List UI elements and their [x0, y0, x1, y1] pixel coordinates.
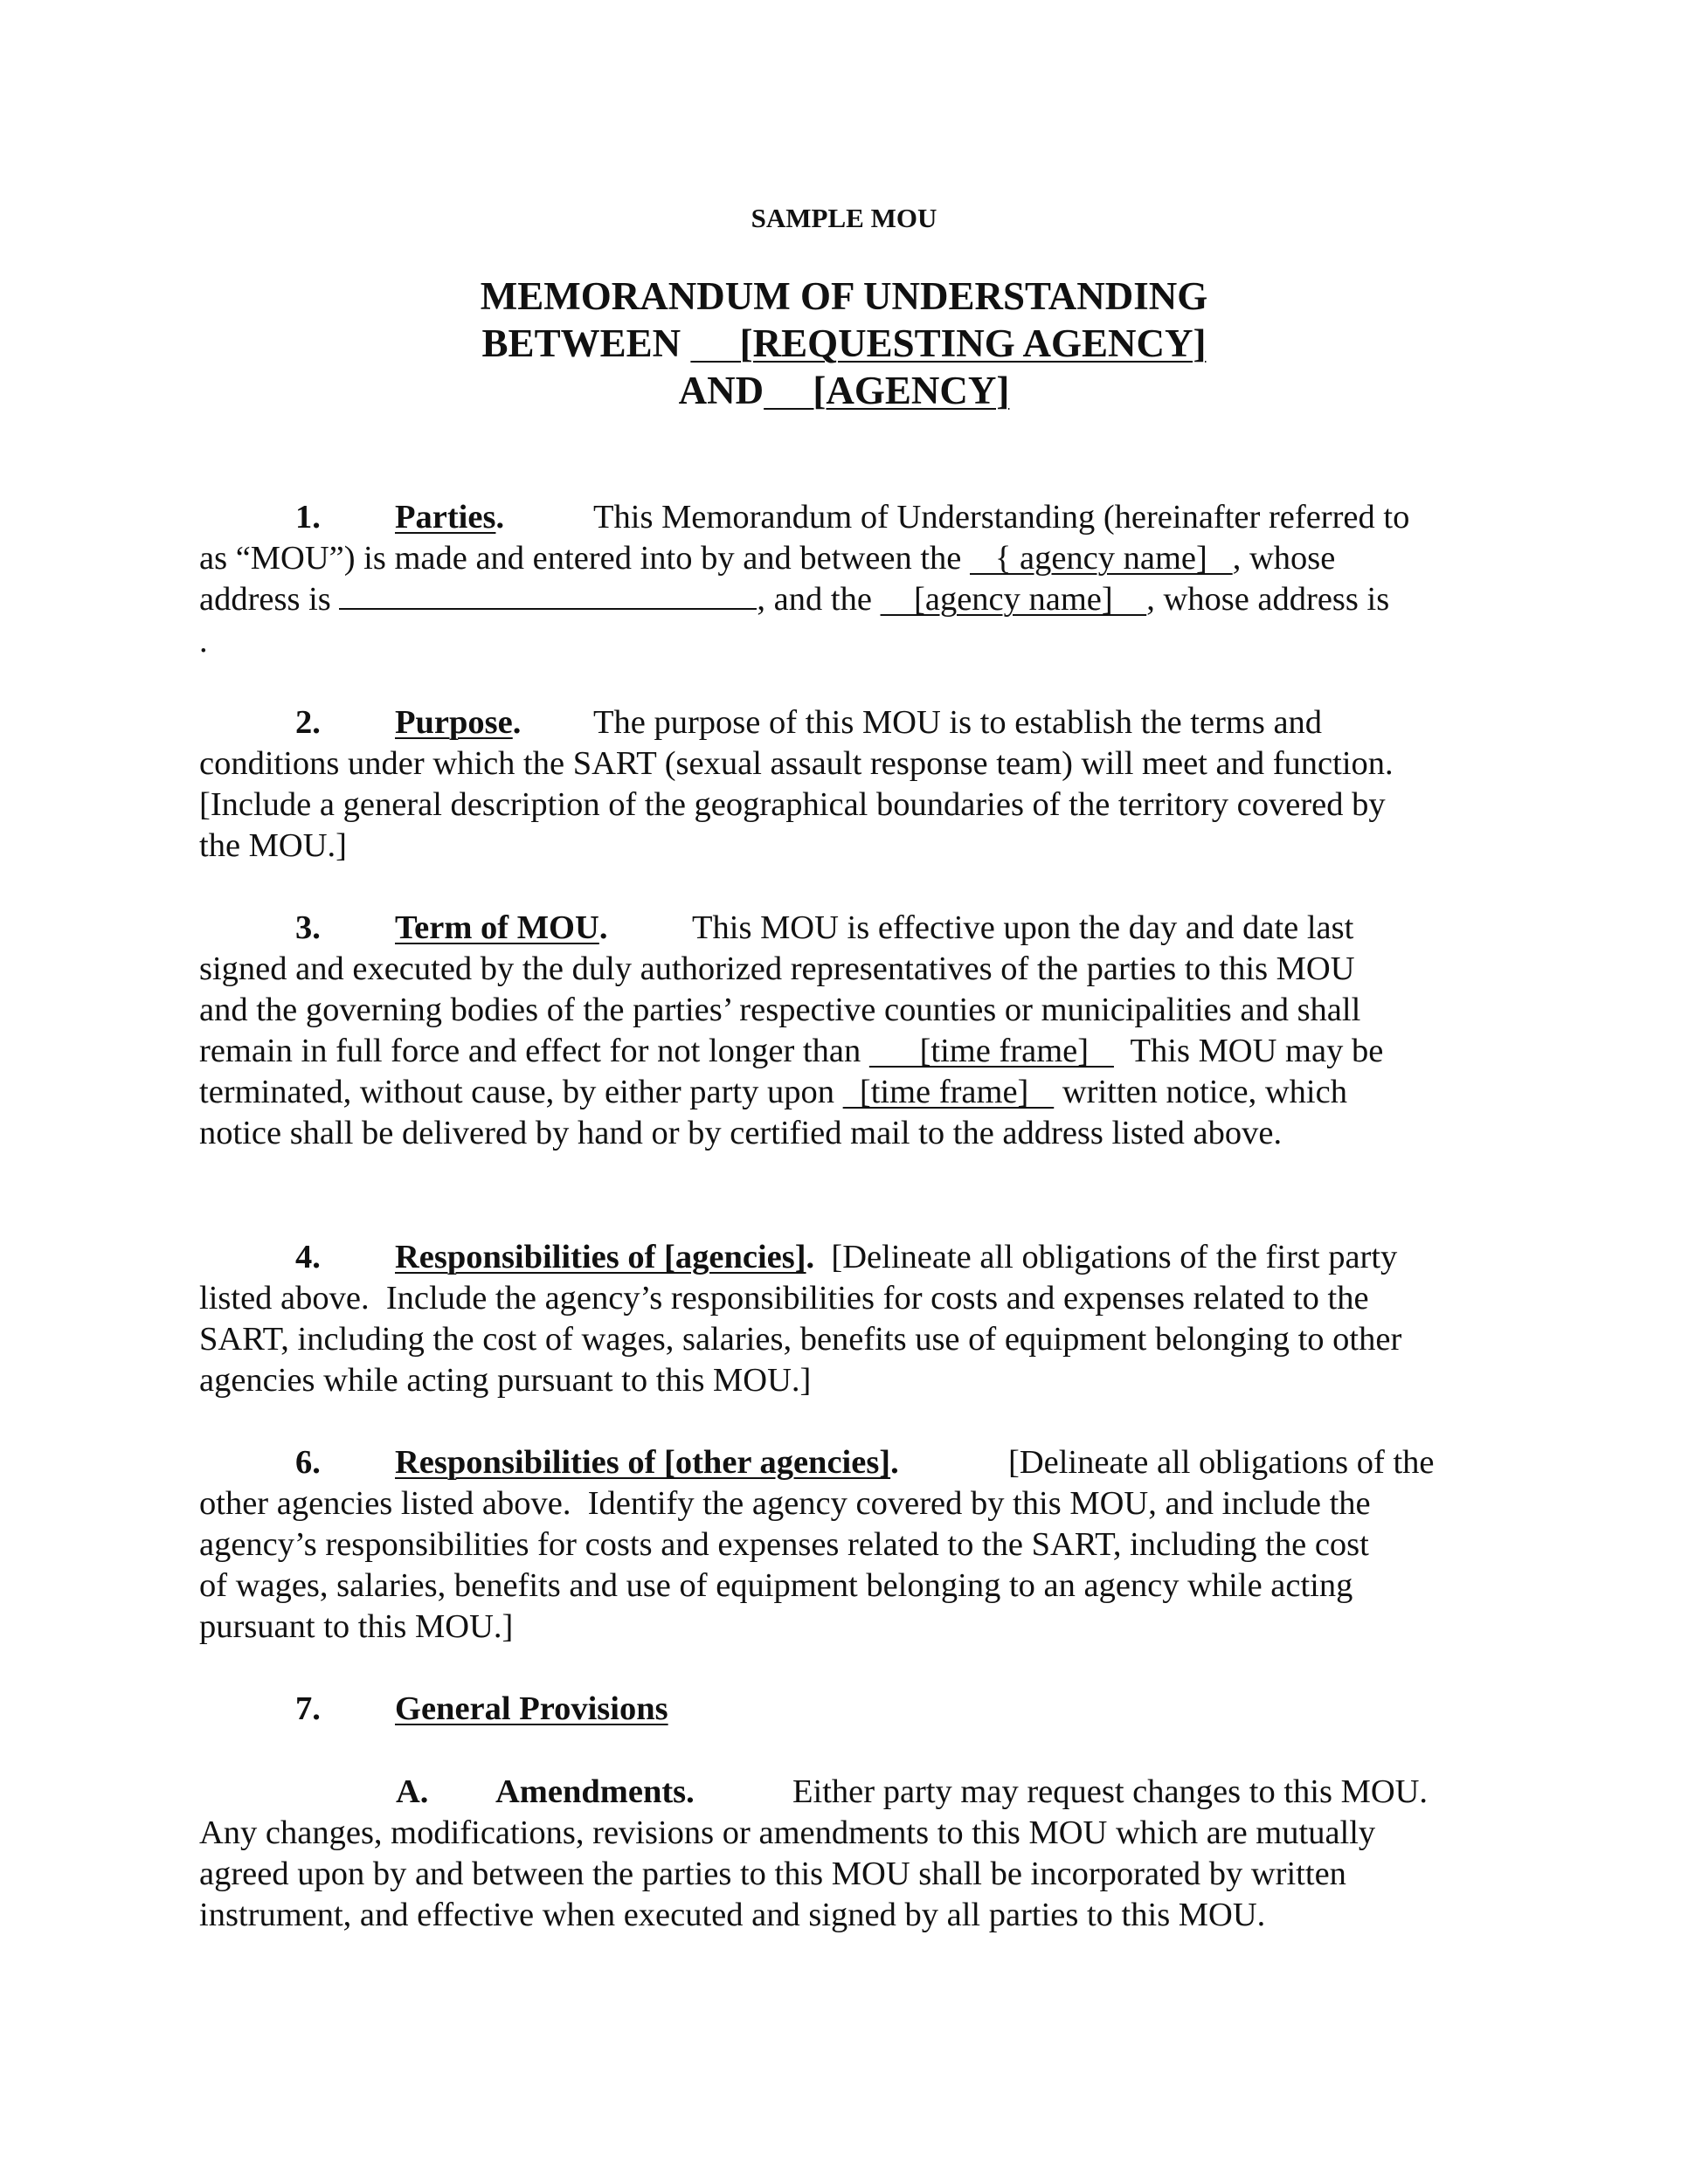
other-line-5: pursuant to this MOU.]: [199, 1608, 514, 1645]
amend-line-2: Any changes, modifications, revisions or amendments to this MOU which are mutually: [199, 1814, 1376, 1851]
section-number: 6.: [295, 1444, 321, 1481]
section-heading-wrap: Parties.: [395, 499, 505, 536]
term-line-3: and the governing bodies of the parties’ respective counties or municipalities and shall: [199, 992, 1361, 1028]
term-line-6: notice shall be delivered by hand or by certified mail to the address listed above.: [199, 1115, 1283, 1151]
and-label: AND: [678, 369, 764, 412]
section-heading: Responsibilities of [other agencies]: [395, 1444, 891, 1481]
section-number: 1.: [295, 499, 321, 536]
term-line-2: signed and executed by the duly authorized representatives of the parties to this MOU: [199, 950, 1355, 987]
resp-line-3: SART, including the cost of wages, salaries, benefits use of equipment belonging to other: [199, 1321, 1402, 1358]
agency-name-field: { agency name]: [970, 540, 1233, 577]
time-frame-field: [time frame]: [868, 1033, 1114, 1069]
between-line: [0, 320, 1688, 367]
term-line-5: terminated, without cause, by either party upon [time frame] written notice, which: [199, 1074, 1347, 1110]
other-line-1: 6. Responsibilities of [other agencies]. [Delineate all obligations of the: [199, 1443, 1435, 1482]
parties-line-4: .: [199, 623, 208, 660]
sample-label: SAMPLE MOU: [751, 203, 937, 233]
address-blank: [339, 582, 757, 610]
between-label: BETWEEN: [481, 321, 681, 365]
parties-line-1: 1. Parties. This Memorandum of Understanding (hereinafter referred to: [199, 498, 1409, 536]
section-number: 7.: [295, 1690, 321, 1727]
resp-line-2: listed above. Include the agency’s responsibilities for costs and expenses related to the: [199, 1280, 1369, 1317]
document-title: MEMORANDUM OF UNDERSTANDING: [480, 274, 1208, 318]
purpose-line-1: 2. Purpose. The purpose of this MOU is to establish the terms and: [199, 703, 1322, 742]
term-line-1: 3. Term of MOU. This MOU is effective upon the day and date last: [199, 909, 1353, 947]
section-heading: General Provisions: [395, 1690, 668, 1727]
section-number: 3.: [295, 909, 321, 946]
section-number: 2.: [295, 704, 321, 741]
parties-line-2: as “MOU”) is made and entered into by and between the { agency name] , whose: [199, 540, 1336, 577]
section-heading: Responsibilities of [agencies]: [395, 1239, 806, 1275]
section-number: 4.: [295, 1239, 321, 1275]
resp-line-4: agencies while acting pursuant to this MOU.]: [199, 1362, 812, 1399]
other-line-3: agency’s responsibilities for costs and expenses related to the SART, including the cost: [199, 1526, 1369, 1563]
time-frame-field-2: [time frame]: [842, 1074, 1055, 1110]
resp-line-1: 4. Responsibilities of [agencies]. [Delineate all obligations of the first party: [199, 1238, 1397, 1276]
section-heading-wrap: Term of MOU.: [395, 909, 608, 946]
subsection-letter: A.: [396, 1773, 429, 1810]
section-heading: Term of MOU: [395, 909, 599, 946]
subsection-heading: Amendments.: [495, 1773, 695, 1810]
section-heading-wrap: Purpose.: [395, 704, 522, 741]
requesting-agency-field: [REQUESTING AGENCY]: [690, 321, 1207, 365]
purpose-line-3: [Include a general description of the geographical boundaries of the territory covered by: [199, 786, 1386, 823]
amend-line-4: instrument, and effective when executed and signed by all parties to this MOU.: [199, 1897, 1266, 1933]
other-line-2: other agencies listed above. Identify the agency covered by this MOU, and include the: [199, 1485, 1371, 1522]
purpose-line-2: conditions under which the SART (sexual assault response team) will meet and function.: [199, 745, 1394, 782]
purpose-line-4: the MOU.]: [199, 827, 347, 864]
section-heading-wrap: Responsibilities of [other agencies].: [395, 1444, 899, 1481]
term-line-4: remain in full force and effect for not longer than [time frame] This MOU may be: [199, 1033, 1384, 1069]
section-heading: Parties: [395, 499, 496, 536]
parties-line-3: address is , and the [agency name] , whose address is: [199, 581, 1390, 618]
agency-name-field-2: [agency name]: [880, 581, 1147, 618]
general-line-1: [199, 1690, 668, 1728]
and-line: [0, 367, 1688, 414]
amend-line-1: A. Amendments. Either party may request changes to this MOU.: [199, 1773, 1428, 1811]
section-heading: Purpose: [395, 704, 513, 741]
amend-line-3: agreed upon by and between the parties to this MOU shall be incorporated by written: [199, 1856, 1346, 1892]
agency-field: [AGENCY]: [764, 369, 1010, 412]
other-line-4: of wages, salaries, benefits and use of equipment belonging to an agency while acting: [199, 1567, 1353, 1604]
